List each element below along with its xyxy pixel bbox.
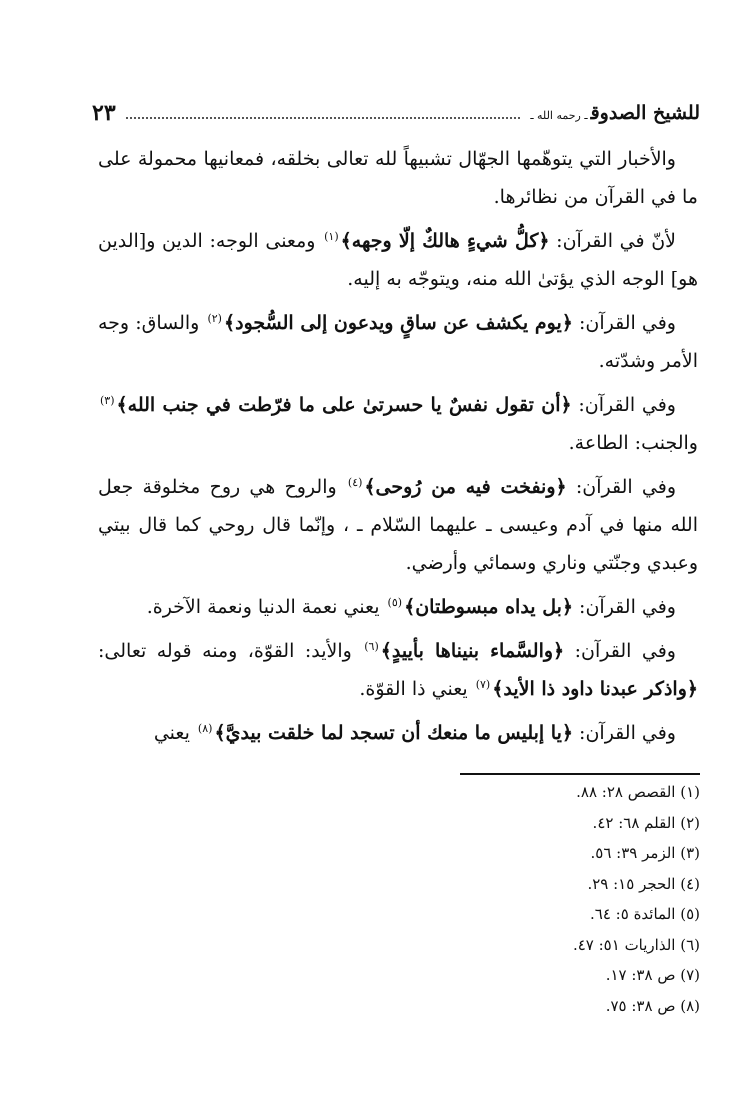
footnote-marker: (٤) (347, 475, 363, 489)
paragraph (98, 714, 698, 752)
paragraph-text: والأيد: القوّة، ومنه قوله تعالى: (98, 640, 363, 662)
footnote-marker: (١) (324, 229, 339, 243)
quran-quote: ﴿يا إبليس ما منعك أن تسجد لما خلقت بيديَّ﴾ (214, 722, 574, 744)
footnote-marker: (٢) (207, 311, 222, 325)
footnote: (٢) القلم ٦٨: ٤٢. (592, 813, 700, 832)
paragraph-text: والأخبار التي يتوهّمها الجهّال تشبيهاً لله تعالى بخلقه، فمعانيها محمولة على ما في القرآن من نظائرها. (98, 148, 698, 208)
running-title (530, 102, 700, 124)
paragraph (98, 222, 698, 298)
footnote: (٦) الذاريات ٥١: ٤٧. (572, 935, 700, 954)
quran-quote: ﴿بل يداه مبسوطتان﴾ (404, 596, 574, 618)
footnote: (١) القصص ٢٨: ٨٨. (576, 783, 700, 801)
paragraph-text: وفي القرآن: (566, 476, 676, 498)
page-number: ٢٣ (92, 100, 116, 126)
paragraph-text: ومعنى الوجه: الدين و[الدين هو] الوجه الذي يؤتىٰ الله منه، ويتوجّه به إليه. (98, 230, 698, 290)
footnote-marker: (٥) (387, 595, 403, 609)
footnote: (٥) المائدة ٥: ٦٤. (590, 905, 700, 923)
footnote: (٧) ص ٣٨: ١٧. (605, 966, 700, 984)
quran-quote: ﴿كلُّ شيءٍ هالكٌ إلّا وجهه﴾ (340, 230, 550, 252)
paragraph-text: والروح هي روح مخلوقة جعل الله منها في آدم وعيسى ـ عليهما السّلام ـ ، وإنّما قال روحي كما قال بيتي وعبدي وجنّتي وناري وسمائي وأرضي. (98, 476, 698, 574)
running-title-honorific: ـ رحمه الله ـ (530, 109, 588, 122)
paragraph-text: وفي القرآن: (571, 394, 676, 416)
paragraph (98, 468, 698, 582)
quran-quote: ﴿واذكر عبدنا داود ذا الأيد﴾ (492, 678, 698, 700)
footnote-marker: (٣) (100, 393, 115, 407)
paragraph (98, 304, 698, 380)
paragraph (98, 588, 698, 626)
footnote: (٨) ص ٣٨: ٧٥. (605, 996, 700, 1015)
footnotes (300, 777, 700, 1021)
paragraph-text: يعني نعمة الدنيا ونعمة الآخرة. (146, 596, 386, 618)
footnote-marker: (٧) (475, 677, 491, 691)
header-dotted-leader (126, 117, 521, 119)
footnote-separator (460, 773, 700, 775)
paragraph-text: والساق: وجه الأمر وشدّته. (98, 312, 698, 372)
paragraph-text: والجنب: الطاعة. (568, 432, 698, 454)
footnote: (٣) الزمر ٣٩: ٥٦. (590, 844, 700, 862)
paragraph (98, 386, 698, 462)
paragraph-text: وفي القرآن: (564, 640, 676, 662)
paragraph-text: يعني (153, 722, 196, 744)
footnote: (٤) الحجر ١٥: ٢٩. (587, 874, 700, 893)
quran-quote: ﴿والسَّماء بنيناها بأييدٍ﴾ (380, 640, 565, 662)
paragraph-text: وفي القرآن: (572, 312, 676, 334)
quran-quote: ﴿أن تقول نفسٌ يا حسرتىٰ على ما فرّطت في جنب الله﴾ (116, 394, 572, 416)
quran-quote: ﴿يوم يكشف عن ساقٍ ويدعون إلى السُّجود﴾ (223, 312, 573, 334)
quran-quote: ﴿ونفخت فيه من رُوحى﴾ (364, 476, 567, 498)
footnote-marker: (٨) (197, 721, 213, 735)
paragraph (98, 632, 698, 708)
paragraph-text: يعني ذا القوّة. (359, 678, 474, 700)
paragraph (98, 140, 698, 216)
paragraph-text: وفي القرآن: (573, 722, 676, 744)
body-text (98, 140, 698, 758)
paragraph-text: وفي القرآن: (573, 596, 676, 618)
page-header (92, 96, 700, 130)
paragraph-text: لأنّ في القرآن: (549, 230, 676, 252)
running-title-book: للشيخ الصدوق (590, 102, 700, 124)
footnote-marker: (٦) (364, 639, 379, 653)
